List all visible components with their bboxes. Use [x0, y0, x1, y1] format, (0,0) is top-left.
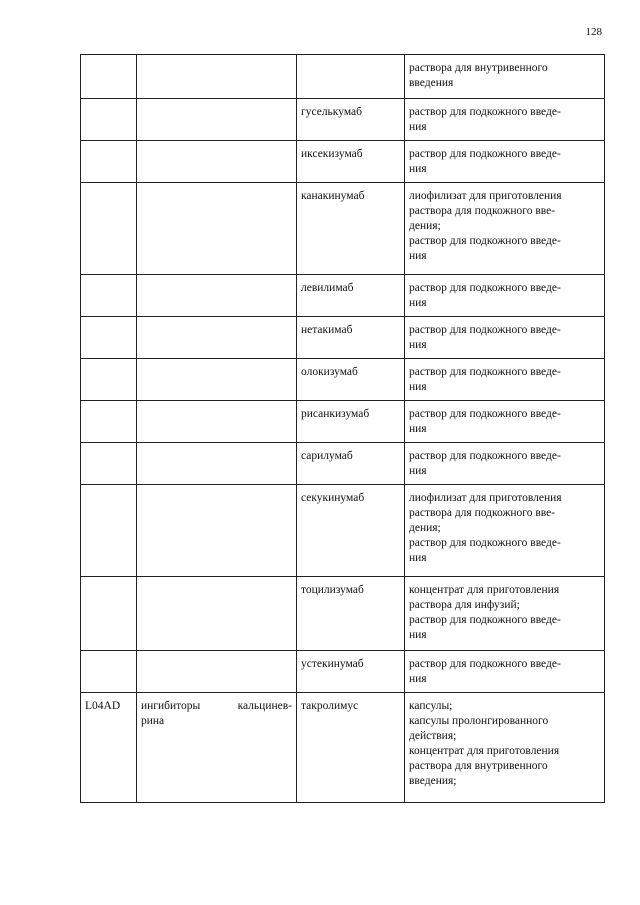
atc-code-cell — [81, 577, 137, 651]
group-cell — [137, 401, 297, 443]
dosage-form-line: раствор для подкожного введе- — [409, 106, 561, 118]
dosage-form-line: ния — [409, 629, 427, 641]
atc-code-cell — [81, 55, 137, 99]
group-cell — [137, 275, 297, 317]
atc-code-cell: L04AD — [81, 693, 137, 803]
table-row — [81, 577, 605, 651]
drug-name-cell: рисанкизумаб — [297, 401, 405, 443]
dosage-forms-cell — [405, 317, 605, 359]
group-line: рина — [141, 715, 165, 727]
dosage-forms-cell — [405, 141, 605, 183]
dosage-form-line: капсулы пролонгированного — [409, 715, 549, 727]
atc-code-cell — [81, 485, 137, 577]
dosage-form-line: дения; — [409, 220, 441, 232]
drug-name-cell: левилимаб — [297, 275, 405, 317]
atc-code-cell — [81, 141, 137, 183]
dosage-form-line: раствор для подкожного введе- — [409, 148, 561, 160]
group-cell — [137, 99, 297, 141]
table-row — [81, 99, 605, 141]
table-row — [81, 693, 605, 803]
drug-name-cell: нетакимаб — [297, 317, 405, 359]
atc-code-cell — [81, 99, 137, 141]
atc-code-cell — [81, 317, 137, 359]
dosage-form-line: раствора для внутривенного — [409, 62, 548, 74]
drug-name-cell: олокизумаб — [297, 359, 405, 401]
dosage-form-line: раствор для подкожного введе- — [409, 408, 561, 420]
drug-name-cell: иксекизумаб — [297, 141, 405, 183]
table-row — [81, 183, 605, 275]
group-cell — [137, 443, 297, 485]
drug-name-cell: тоцилизумаб — [297, 577, 405, 651]
dosage-form-line: ния — [409, 673, 427, 685]
drug-name-cell: секукинумаб — [297, 485, 405, 577]
dosage-form-line: раствор для подкожного введе- — [409, 658, 561, 670]
drug-name-cell: сарилумаб — [297, 443, 405, 485]
atc-code-cell — [81, 275, 137, 317]
dosage-forms-cell — [405, 99, 605, 141]
group-line — [141, 699, 292, 714]
dosage-forms-cell — [405, 275, 605, 317]
group-cell — [137, 651, 297, 693]
dosage-form-line: ния — [409, 297, 427, 309]
dosage-form-line: ния — [409, 552, 427, 564]
table-row — [81, 359, 605, 401]
table-row — [81, 141, 605, 183]
table-row — [81, 443, 605, 485]
group-cell — [137, 55, 297, 99]
dosage-form-line: введения; — [409, 775, 457, 787]
dosage-form-line: ния — [409, 423, 427, 435]
table-row — [81, 401, 605, 443]
group-cell — [137, 359, 297, 401]
dosage-form-line: капсулы; — [409, 700, 453, 712]
dosage-form-line: раствор для подкожного введе- — [409, 537, 561, 549]
dosage-form-line: ния — [409, 121, 427, 133]
drug-name-cell: устекинумаб — [297, 651, 405, 693]
group-word: ингибиторы — [141, 700, 201, 712]
dosage-form-line: ния — [409, 339, 427, 351]
dosage-form-line: введения — [409, 77, 454, 89]
dosage-form-line: раствора для внутривенного — [409, 760, 548, 772]
dosage-form-line: раствор для подкожного введе- — [409, 450, 561, 462]
drug-name-cell: такролимус — [297, 693, 405, 803]
atc-code-cell — [81, 359, 137, 401]
table-row — [81, 317, 605, 359]
dosage-form-line: концентрат для приготовления — [409, 745, 560, 757]
drug-name-cell: канакинумаб — [297, 183, 405, 275]
dosage-forms-cell — [405, 651, 605, 693]
dosage-forms-cell — [405, 485, 605, 577]
atc-code-cell — [81, 183, 137, 275]
dosage-forms-cell — [405, 693, 605, 803]
dosage-forms-cell — [405, 55, 605, 99]
dosage-form-line: лиофилизат для приготовления — [409, 492, 562, 504]
table-row — [81, 275, 605, 317]
group-cell — [137, 183, 297, 275]
dosage-form-line: раствор для подкожного введе- — [409, 366, 561, 378]
dosage-form-line: раствор для подкожного введе- — [409, 235, 561, 247]
dosage-form-line: раствора для подкожного вве- — [409, 507, 556, 519]
dosage-form-line: ния — [409, 163, 427, 175]
atc-code-cell — [81, 443, 137, 485]
drug-name-cell — [297, 55, 405, 99]
table-row — [81, 485, 605, 577]
drug-name-cell: гуселькумаб — [297, 99, 405, 141]
dosage-form-line: раствор для подкожного введе- — [409, 282, 561, 294]
dosage-forms-cell — [405, 443, 605, 485]
page-number: 128 — [585, 26, 602, 38]
dosage-form-line: действия; — [409, 730, 457, 742]
group-cell — [137, 577, 297, 651]
dosage-form-line: раствора для подкожного вве- — [409, 205, 556, 217]
dosage-form-line: раствор для подкожного введе- — [409, 324, 561, 336]
group-word: кальцинев- — [237, 700, 292, 712]
drug-table — [80, 54, 605, 803]
dosage-form-line: ния — [409, 381, 427, 393]
group-cell — [137, 693, 297, 803]
table-row — [81, 651, 605, 693]
dosage-forms-cell — [405, 183, 605, 275]
atc-code-cell — [81, 401, 137, 443]
dosage-form-line: концентрат для приготовления — [409, 584, 560, 596]
table-row — [81, 55, 605, 99]
dosage-form-line: лиофилизат для приготовления — [409, 190, 562, 202]
dosage-form-line: дения; — [409, 522, 441, 534]
dosage-forms-cell — [405, 359, 605, 401]
dosage-forms-cell — [405, 577, 605, 651]
group-cell — [137, 141, 297, 183]
dosage-forms-cell — [405, 401, 605, 443]
group-cell — [137, 485, 297, 577]
dosage-form-line: ния — [409, 465, 427, 477]
dosage-form-line: раствор для подкожного введе- — [409, 614, 561, 626]
dosage-form-line: раствора для инфузий; — [409, 599, 520, 611]
atc-code-cell — [81, 651, 137, 693]
group-cell — [137, 317, 297, 359]
dosage-form-line: ния — [409, 250, 427, 262]
